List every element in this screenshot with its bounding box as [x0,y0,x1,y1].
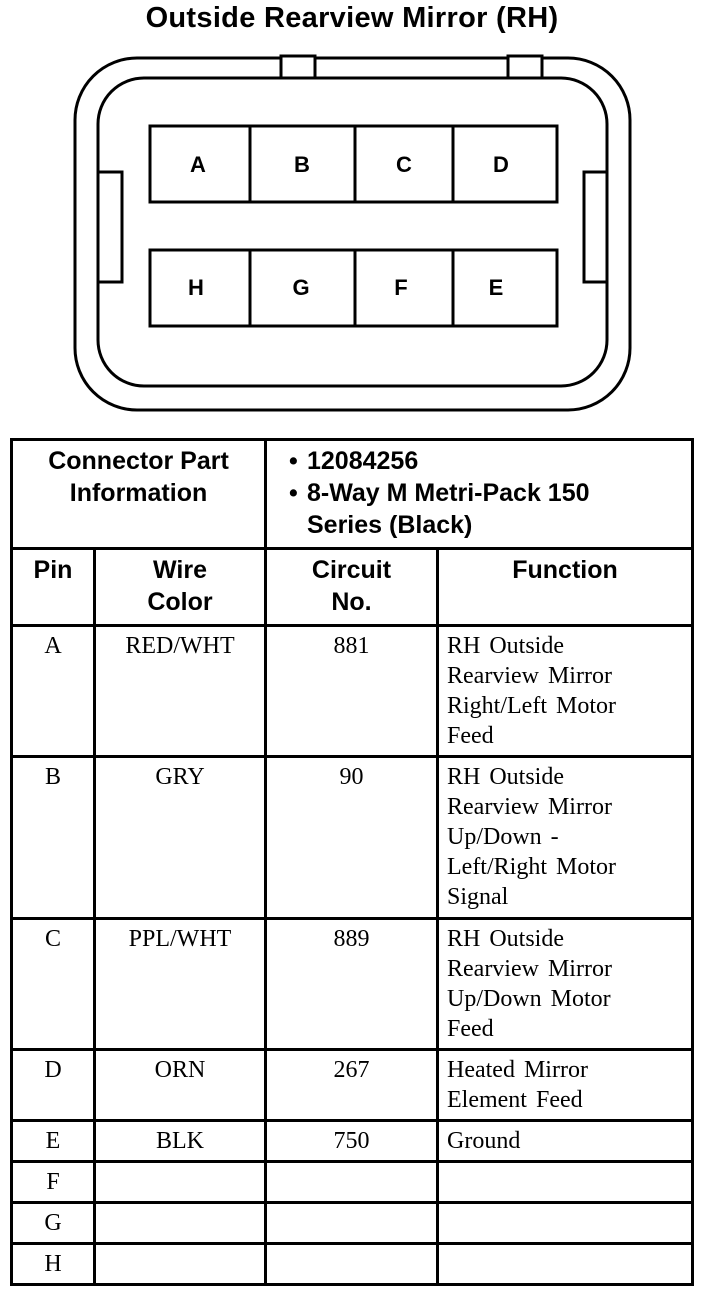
circuit-cell [266,1244,438,1285]
bullet: • [289,447,298,475]
function-line: Right/Left Motor [447,693,616,719]
wire-color-cell: RED/WHT [95,626,266,757]
pin-label: G [292,275,310,300]
bullet: • [289,479,298,507]
connector-description: 8-Way M Metri-Pack 150 [307,479,590,507]
page-title: Outside Rearview Mirror (RH) [145,2,559,34]
pin-cell: C [12,919,95,1050]
connector-diagram [0,0,704,430]
pin-label: A [190,152,206,177]
function-line: Feed [447,723,494,749]
pin-label: F [394,275,408,300]
connector-side-key-left [98,172,122,282]
header-function: Function [438,549,693,626]
function-cell [438,919,693,1050]
function-line: Heated Mirror [447,1057,588,1083]
wire-color-cell [95,1244,266,1285]
circuit-cell: 267 [266,1050,438,1121]
connector-latch-right [508,56,542,78]
pin-label: C [396,152,412,177]
function-line: RH Outside [447,633,564,659]
pin-cell: A [12,626,95,757]
header-circuit-no: Circuit No. [266,549,438,626]
pinout-table [10,438,694,1286]
connector-inner-shell [98,78,607,386]
function-line: Rearview Mirror [447,663,612,689]
connector-info-values [266,440,693,549]
function-cell [438,1162,693,1203]
table-row [12,1121,693,1162]
function-cell [438,626,693,757]
function-line: RH Outside [447,926,564,952]
function-cell [438,1121,693,1162]
pin-cell: G [12,1203,95,1244]
connector-outer-shell [75,58,630,410]
table-row [12,1244,693,1285]
pin-cell: H [12,1244,95,1285]
circuit-cell [266,1203,438,1244]
table-row [12,1050,693,1121]
table-row [12,626,693,757]
function-line: Feed [447,1016,494,1042]
function-line: Up/Down Motor [447,986,611,1012]
pin-cell: D [12,1050,95,1121]
wire-color-cell: GRY [95,757,266,919]
pin-cell: F [12,1162,95,1203]
connector-side-key-right [584,172,607,282]
connector-info-row [12,440,693,549]
header-wire-color: Wire Color [95,549,266,626]
top-pin-row [150,126,557,202]
bottom-pin-row [150,250,557,326]
function-line: RH Outside [447,764,564,790]
circuit-cell: 750 [266,1121,438,1162]
function-line: Ground [447,1128,521,1154]
part-number: 12084256 [307,447,419,475]
circuit-cell: 90 [266,757,438,919]
wire-color-cell: ORN [95,1050,266,1121]
table-header-row [12,549,693,626]
pinout-rows [12,626,693,1285]
wire-color-cell: BLK [95,1121,266,1162]
function-cell [438,757,693,919]
table-row [12,757,693,919]
wire-color-cell: PPL/WHT [95,919,266,1050]
circuit-cell: 889 [266,919,438,1050]
table-row [12,919,693,1050]
pin-label: D [493,152,509,177]
wire-color-cell [95,1203,266,1244]
function-line: Left/Right Motor [447,854,616,880]
function-cell [438,1203,693,1244]
connector-description-cont: Series (Black) [307,511,473,539]
pin-label: B [294,152,310,177]
function-line: Rearview Mirror [447,956,612,982]
connector-latch-left [281,56,315,78]
function-cell [438,1244,693,1285]
pin-cell: E [12,1121,95,1162]
header-pin: Pin [12,549,95,626]
circuit-cell: 881 [266,626,438,757]
pin-cell: B [12,757,95,919]
function-line: Element Feed [447,1087,583,1113]
table-row [12,1162,693,1203]
pin-label: H [188,275,204,300]
function-cell [438,1050,693,1121]
circuit-cell [266,1162,438,1203]
function-line: Signal [447,884,509,910]
pin-cavity-e [453,250,557,326]
function-line: Up/Down - [447,824,559,850]
function-line: Rearview Mirror [447,794,612,820]
pin-label: E [488,275,504,300]
table-row [12,1203,693,1244]
wire-color-cell [95,1162,266,1203]
connector-info-label: Connector Part Information [12,440,266,549]
